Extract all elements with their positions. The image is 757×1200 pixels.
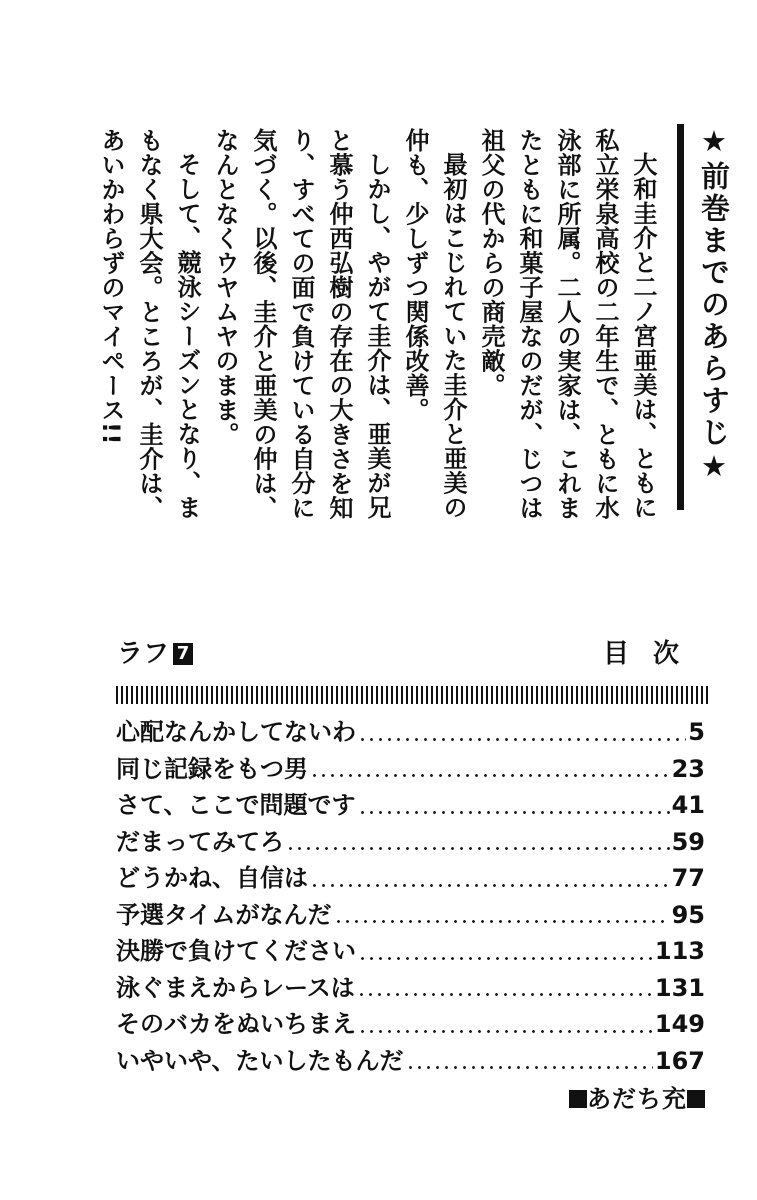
synopsis-paragraph: 最初はこじれていた圭介と亜美の仲も、少しずつ関係改善。: [401, 128, 467, 520]
chapter-title: どうかね、自信は: [116, 864, 308, 892]
heading-rule: [677, 124, 684, 510]
square-bullet-icon: [569, 1090, 587, 1108]
chapter-title: 決勝で負けてください: [116, 937, 356, 965]
chapter-row[interactable]: [116, 1006, 705, 1043]
square-bullet-icon: [687, 1090, 705, 1108]
chapter-title: 泳ぐまえからレースは: [116, 973, 355, 1002]
chapter-title: さて、ここで問題です: [116, 791, 356, 819]
synopsis-heading: ★前巻までのあらすじ★: [697, 124, 731, 486]
chapter-title: 心配なんかしてないわ: [116, 718, 356, 746]
chapter-page: 41: [671, 791, 705, 819]
chapter-page: 149: [654, 1010, 705, 1038]
chapter-page: 167: [654, 1046, 705, 1075]
dot-leader: [334, 919, 670, 924]
contents-header: [117, 638, 707, 674]
chapter-page: 77: [671, 864, 705, 892]
author-name: あだち充: [587, 1085, 687, 1113]
chapter-row[interactable]: [116, 751, 705, 788]
dot-leader: [358, 737, 686, 742]
series-name: ラフ: [117, 639, 170, 669]
chapter-title: そのバカをぬいちまえ: [116, 1010, 356, 1038]
chapter-page: 131: [654, 973, 705, 1002]
dot-leader: [310, 883, 670, 888]
synopsis-paragraph: 大和圭介と二ノ宮亜美は、ともに私立栄泉高校の二年生で、ともに水泳部に所属。二人の実家は、これまたともに和菓子屋なのだが、じつは祖父の代からの商売敵。: [477, 128, 657, 520]
chapter-page: 59: [671, 827, 705, 856]
chapter-row[interactable]: [116, 1043, 705, 1080]
chapter-row[interactable]: [116, 897, 705, 934]
chapter-row[interactable]: [116, 714, 705, 751]
dot-leader: [310, 773, 670, 778]
chapter-page: 95: [671, 900, 705, 929]
synopsis-paragraph: しかし、やがて圭介は、亜美が兄と慕う仲西弘樹の存在の大きさを知り、すべての面で負けている自分に気づく。以後、圭介と亜美の仲は、なんとなくウヤムヤのまま。: [211, 128, 391, 520]
volume-badge: 7: [173, 643, 193, 665]
chapter-page: 23: [671, 754, 705, 783]
dot-leader: [357, 992, 653, 997]
chapter-list: [116, 714, 705, 1079]
chapter-row[interactable]: [116, 824, 705, 861]
series-title: [117, 638, 193, 670]
chapter-title: 予選タイムがなんだ: [116, 900, 332, 929]
chapter-page: 113: [654, 937, 705, 965]
chapter-title: 同じ記録をもつ男: [116, 754, 308, 783]
synopsis-text: [92, 128, 662, 528]
chapter-row[interactable]: [116, 933, 705, 970]
chapter-title: いやいや、たいしたもんだ: [116, 1046, 404, 1075]
synopsis-section: [97, 124, 731, 524]
synopsis-paragraph: そして、競泳シーズンとなり、まもなく県大会。ところが、圭介は、あいかわらずのマイペース!!: [97, 128, 201, 520]
chapter-row[interactable]: [116, 970, 705, 1007]
contents-title: 目次: [602, 639, 703, 669]
chapter-title: だまってみてろ: [116, 827, 284, 856]
chapter-page: 5: [688, 718, 705, 746]
dot-leader: [358, 956, 653, 961]
dot-leader: [358, 810, 670, 815]
dot-leader: [358, 1029, 653, 1034]
dot-leader: [406, 1065, 653, 1070]
dot-leader: [286, 846, 670, 851]
chapter-row[interactable]: [116, 860, 705, 897]
chapter-row[interactable]: [116, 787, 705, 824]
tick-rule: [116, 686, 708, 704]
author-credit: [569, 1084, 705, 1114]
